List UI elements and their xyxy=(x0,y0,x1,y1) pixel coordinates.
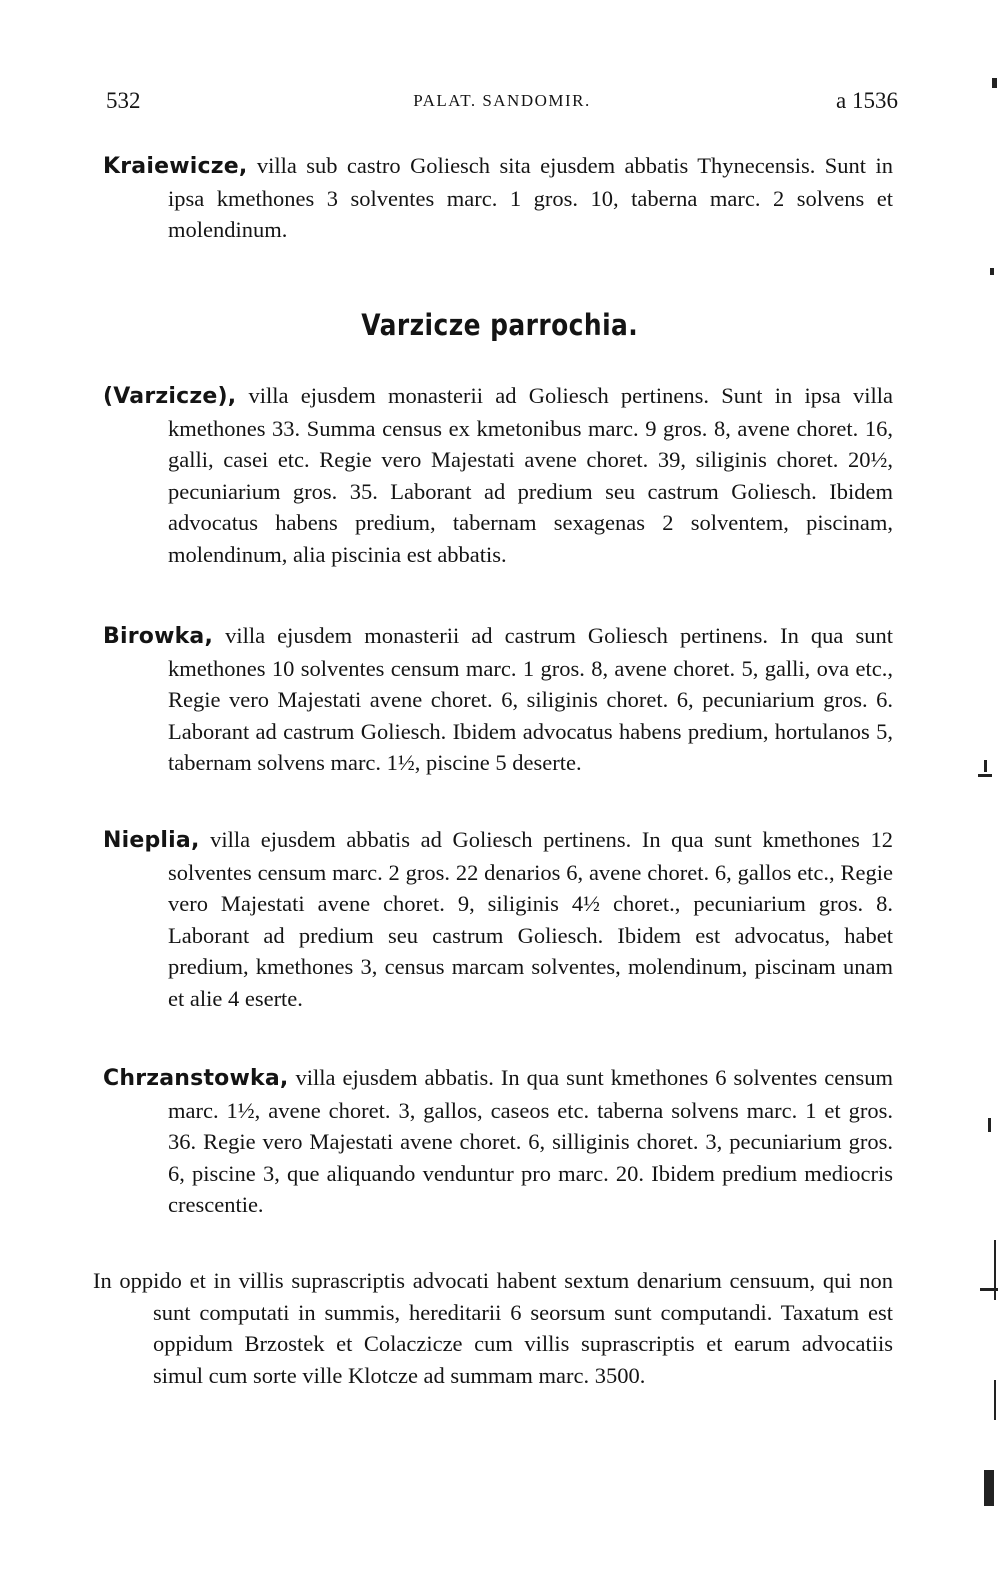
running-header xyxy=(106,88,898,118)
scan-mark xyxy=(994,1380,996,1420)
entry-text: villa ejusdem abbatis. In qua sunt kmethones 6 solventes censum marc. 1½, avene choret. 3, gallos, caseos etc. taberna solvens marc. 1 et gros. 36. Regie vero Majestati avene choret. 6, silliginis choret. 3, pecuniarium gros. 6, piscine 3, que aliquando venduntur pro marc. 20. Ibidem predium mediocris crescentie. xyxy=(168,1065,893,1217)
running-year: a 1536 xyxy=(836,88,898,113)
running-title: PALAT. SANDOMIR. xyxy=(413,91,591,110)
scan-mark xyxy=(992,78,997,88)
entry-birowka xyxy=(103,620,893,779)
entry-text: villa ejusdem abbatis ad Goliesch pertinens. In qua sunt kmethones 12 solventes censum marc. 2 gros. 22 denarios 6, avene choret. 6, gallos etc., Regie vero Majestati avene choret. 9, siliginis 4½ choret., pecuniarium gros. 8. Laborant ad predium seu castrum Goliesch. Ibidem est advocatus, habet predium, kmethones 3, census marcam solventes, molendinum, piscinam unam et alie 4 eserte. xyxy=(168,827,893,1011)
section-title: Varzicze parrochia. xyxy=(361,308,639,342)
entry-text: villa sub castro Goliesch sita ejusdem abbatis Thynecensis. Sunt in ipsa kmethones 3 solventes marc. 1 gros. 10, taberna marc. 2 solvens et molendinum. xyxy=(168,153,893,242)
entry-text: villa ejusdem monasterii ad Goliesch pertinens. Sunt in ipsa villa kmethones 33. Summa census ex kmetonibus marc. 9 gros. 8, avene choret. 16, galli, casei etc. Regie vero Majestati avene choret. 39, siliginis choret. 20½, pecuniarium gros. 35. Laborant ad predium seu castrum Goliesch. Ibidem advocatus habens predium, tabernam sexagenas 2 solventem, piscinam, molendinum, alia piscinia est abbatis. xyxy=(168,383,893,567)
scan-mark xyxy=(984,760,987,772)
entry-text: villa ejusdem monasterii ad castrum Goliesch pertinens. In qua sunt kmethones 10 solventes censum marc. 1 gros. 8, avene choret. 5, galli, ova etc., Regie vero Majestati avene choret. 6, siliginis choret. 6, pecuniarium gros. 6. Laborant ad castrum Goliesch. Ibidem advocatus habens predium, hortulanos 5, tabernam solvens marc. 1½, piscine 5 deserte. xyxy=(168,623,893,775)
entry-name: Kraiewicze, xyxy=(103,154,248,179)
entry-name: Nieplia, xyxy=(103,828,200,853)
scan-mark xyxy=(988,1118,991,1132)
entry-name: Birowka, xyxy=(103,624,214,649)
entry-nieplia xyxy=(103,824,893,1014)
entry-name: Chrzanstowka, xyxy=(103,1066,289,1091)
scan-mark xyxy=(984,1470,994,1506)
scan-mark xyxy=(990,268,994,275)
entry-varzicze xyxy=(103,380,893,570)
page-number: 532 xyxy=(106,88,141,113)
scan-mark xyxy=(994,1240,996,1300)
scan-mark xyxy=(978,774,992,777)
closing-paragraph: In oppido et in villis suprascriptis advocati habent sextum denarium censuum, qui non sunt computati in summis, hereditarii 6 seorsum sunt computandi. Taxatum est oppidum Brzostek et Colaczicze cum villis suprascriptis et earum advocatiis simul cum sorte ville Klotcze ad summam marc. 3500. xyxy=(93,1268,893,1388)
entry-chrzanstowka xyxy=(103,1062,893,1221)
entry-kraiewicze xyxy=(103,150,893,246)
entry-name: (Varzicze), xyxy=(103,384,237,409)
